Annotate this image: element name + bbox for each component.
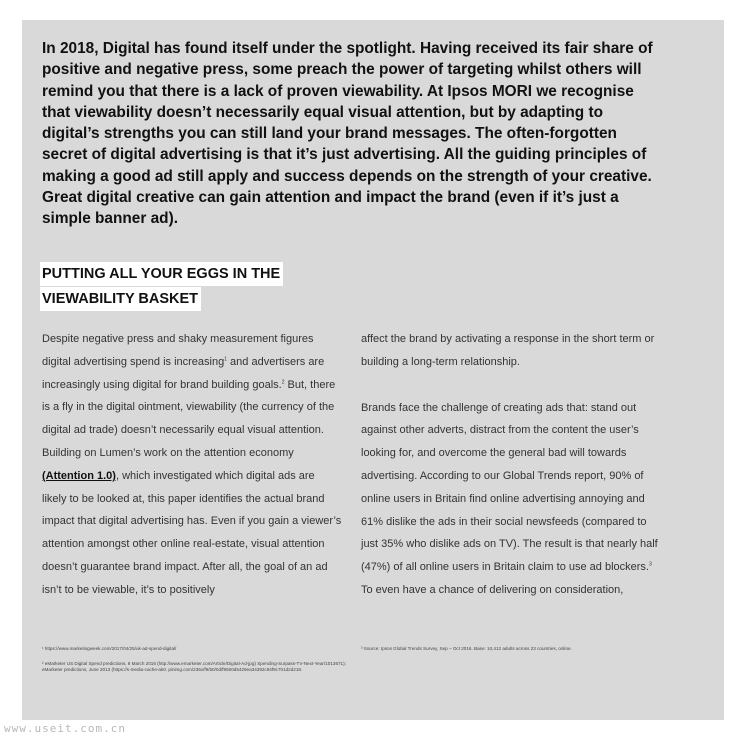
left-text-c: But, there is a fly in the digital ointment, viewability (the currency of the digital ad trade) doesn’t necessarily equal visual attention. Building on Lumen’s work on the attention economy xyxy=(42,378,336,459)
footnote-3: ³ Source: Ipsos Global Trends Survey, Sep – Oct 2016. Base: 10,412 adults across 23 countries, online. xyxy=(361,646,572,651)
left-text-d: , which investigated which digital ads are likely to be looked at, this paper identifies the actual brand impact that digital advertising has. Even if you gain a viewer’s attention amongst other online real-estate, visual attention doesn’t guarantee brand impact. After all, the goal of an ad isn’t to be viewable, it’s to positively xyxy=(42,469,342,596)
watermark: www.useit.com.cn xyxy=(4,722,126,735)
footnote-ref-1[interactable]: 1 xyxy=(224,356,227,363)
section-heading-line1: PUTTING ALL YOUR EGGS IN THE xyxy=(40,262,283,286)
left-paragraph xyxy=(42,328,342,602)
right-paragraph-1: affect the brand by activating a response in the short term or building a long-term relationship. xyxy=(361,333,655,368)
section-heading-line2: VIEWABILITY BASKET xyxy=(40,287,201,311)
footnote-ref-3[interactable]: 3 xyxy=(648,561,652,568)
left-text-a: Despite negative press and shaky measurement figures digital advertising spend is increasing xyxy=(42,333,314,368)
right-text-b: To even have a chance of delivering on consideration, xyxy=(361,583,624,596)
right-column xyxy=(361,328,661,602)
footnote-2: ² eMarketer US Digital Spend predictions, 8 March 2016 (http://www.emarketer.com/Article/Digital-Ad-jpg) Spending-Surpass-TV-Next-Year/1013671); eMarketer predictions, June 2013 (https://s-media-cache-ak0. pinimg.com/236x/f9/50/0d/f9500d5429ea34392c94f9c701d2d218. xyxy=(42,661,346,672)
attention-link[interactable]: (Attention 1.0) xyxy=(42,469,116,482)
intro-paragraph: In 2018, Digital has found itself under the spotlight. Having received its fair share of positive and negative press, some preach the power of targeting whilst others will remind you that there is a lack of proven viewability. At Ipsos MORI we recognise that viewability doesn’t necessarily equal visual attention, but by adapting to digital’s strengths you can still land your brand messages. The often-forgotten secret of digital advertising is that it’s just advertising. All the guiding principles of making a good ad still apply and success depends on the strength of your creative. Great digital creative can gain attention and impact the brand (even if it’s just a simple banner ad). xyxy=(42,40,653,228)
left-column xyxy=(42,328,342,602)
right-paragraph-2 xyxy=(361,397,661,602)
footnote-1: ¹ https://www.marketingweek.com/2017/04/25/uk-ad-spend-digital/ xyxy=(42,646,177,651)
left-text-b: and advertisers are increasingly using digital for brand building goals. xyxy=(42,355,325,391)
right-text-a: Brands face the challenge of creating ads that: stand out against other adverts, distract from the content the user’s looking for, and overcome the general bad will towards advertising. According to our Global Trends report, 90% of online users in Britain find online advertising annoying and 61% dislike the ads in their social newsfeeds (compared to just 35% who dislike ads on TV). The result is that nearly half (47%) of all online users in Britain claim to use ad blockers. xyxy=(361,401,658,574)
footnote-ref-2[interactable]: 2 xyxy=(281,378,285,385)
section-heading xyxy=(40,262,283,312)
